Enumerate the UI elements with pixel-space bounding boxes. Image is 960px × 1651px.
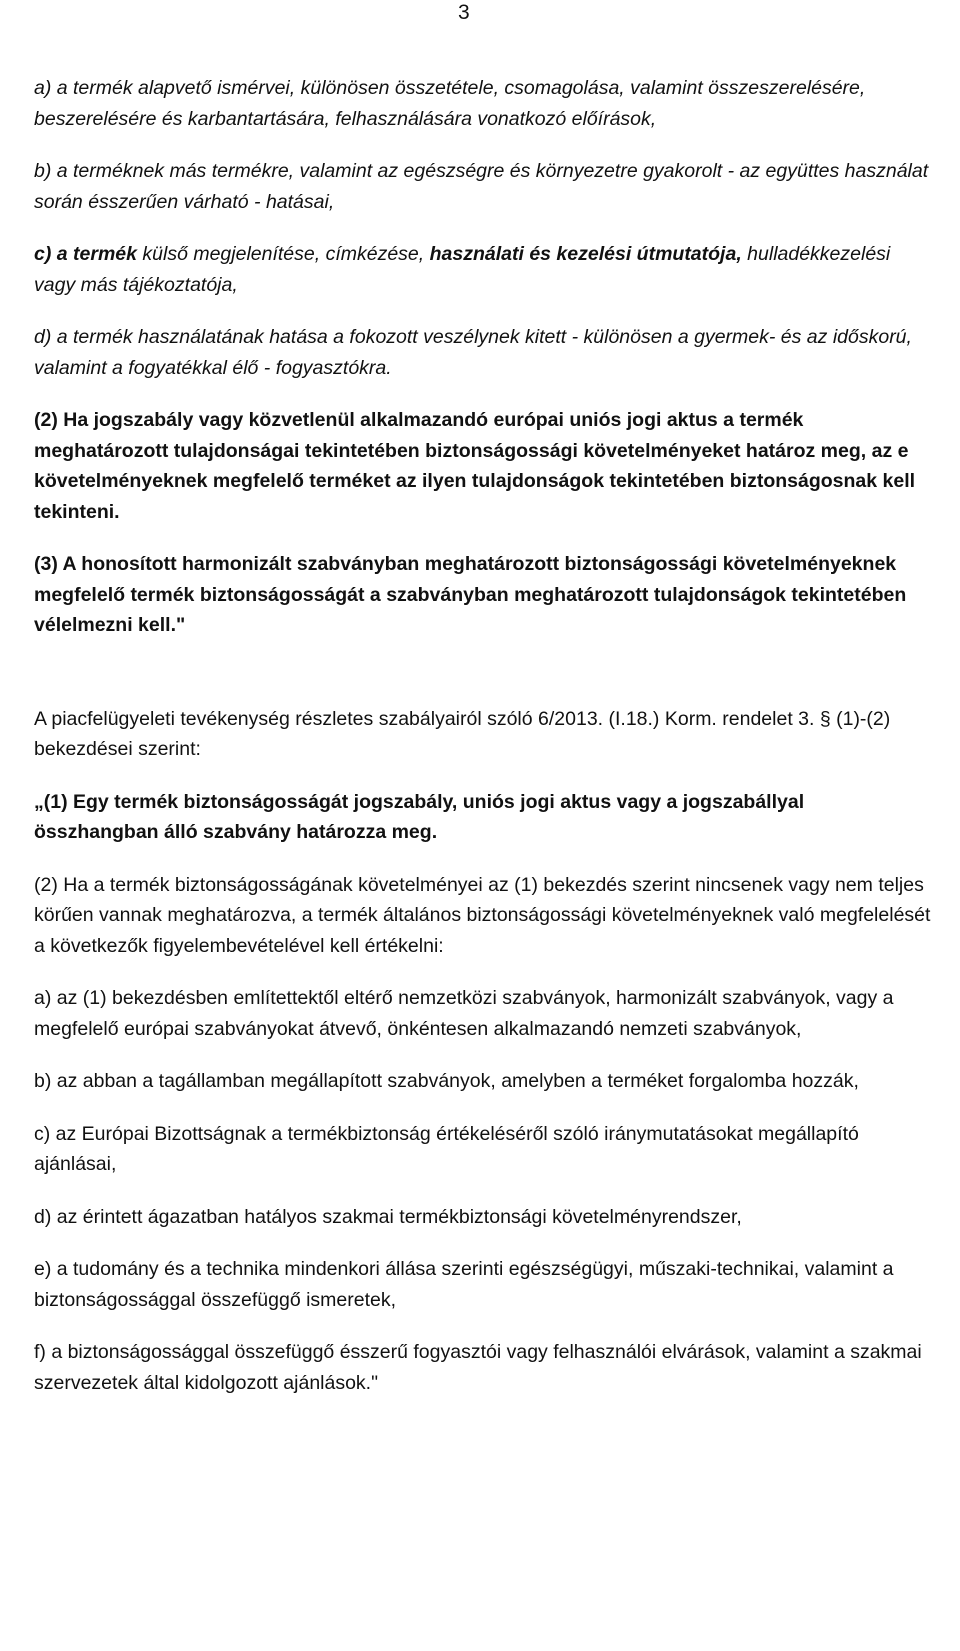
decree-item-e: e) a tudomány és a technika mindenkori állása szerinti egészségügyi, műszaki-technikai, valamint a biztonságossággal összefüggő ismeretek, <box>34 1258 894 1311</box>
document-body <box>34 73 934 1420</box>
decree-paragraph-1: „(1) Egy termék biztonságosságát jogszabály, uniós jogi aktus vagy a jogszabállyal összhangban álló szabvány határozza meg. <box>34 790 805 843</box>
item-d: d) a termék használatának hatása a fokozott veszélynek kitett - különösen a gyermek- és az időskorú, valamint a fogyatékkal élő - fogyasztókra. <box>34 326 912 379</box>
decree-item-a: a) az (1) bekezdésben említettektől eltérő nemzetközi szabványok, harmonizált szabványok, vagy a megfelelő európai szabványokat átvevő, önkéntesen alkalmazandó nemzeti szabványok, <box>34 987 894 1040</box>
decree-intro: A piacfelügyeleti tevékenység részletes szabályairól szóló 6/2013. (I.18.) Korm. rendelet 3. § (1)-(2) bekezdései szerint: <box>34 707 891 760</box>
item-c-lead: c) a termék <box>34 243 137 265</box>
item-a: a) a termék alapvető ismérvei, különösen összetétele, csomagolása, valamint összeszerelésére, beszerelésére és karbantartására, felhasználására vonatkozó előírások, <box>34 77 866 130</box>
item-c-mid: külső megjelenítése, címkézése, <box>136 243 430 265</box>
decree-item-d: d) az érintett ágazatban hatályos szakmai termékbiztonsági követelményrendszer, <box>34 1205 742 1228</box>
item-c-emphasis: használati és kezelési útmutatója, <box>429 243 742 265</box>
page-number: 3 <box>458 1 470 24</box>
item-c <box>34 239 934 300</box>
paragraph-2: (2) Ha jogszabály vagy közvetlenül alkalmazandó európai uniós jogi aktus a termék meghatározott tulajdonságai tekintetében biztonságossági követelményeket határoz meg, az e követelményeknek megfelelő terméket az ilyen tulajdonságok tekintetében biztonságosnak kell tekinteni. <box>34 409 916 523</box>
decree-item-c: c) az Európai Bizottságnak a termékbiztonság értékeléséről szóló iránymutatásokat megállapító ajánlásai, <box>34 1122 859 1175</box>
item-c-tail: hulladékkezelési vagy más tájékoztatója, <box>34 243 891 296</box>
item-b: b) a terméknek más termékre, valamint az egészségre és környezetre gyakorolt - az együttes használat során ésszerűen várható - hatásai, <box>34 160 929 213</box>
paragraph-3: (3) A honosított harmonizált szabványban meghatározott biztonságossági követelményeknek megfelelő termék biztonságosságát a szabványban meghatározott tulajdonságok tekintetében vélelmezni kell." <box>34 553 907 636</box>
decree-item-b: b) az abban a tagállamban megállapított szabványok, amelyben a terméket forgalomba hozzák, <box>34 1070 859 1092</box>
decree-paragraph-2: (2) Ha a termék biztonságosságának követelményei az (1) bekezdés szerint nincsenek vagy nem teljes körűen vannak meghatározva, a termék általános biztonságossági követelményeknek való megfelelését a következők figyelembevételével kell értékelni: <box>34 873 931 957</box>
decree-item-f: f) a biztonságossággal összefüggő ésszerű fogyasztói vagy felhasználói elvárások, valamint a szakmai szervezetek által kidolgozott ajánlások." <box>34 1341 922 1394</box>
